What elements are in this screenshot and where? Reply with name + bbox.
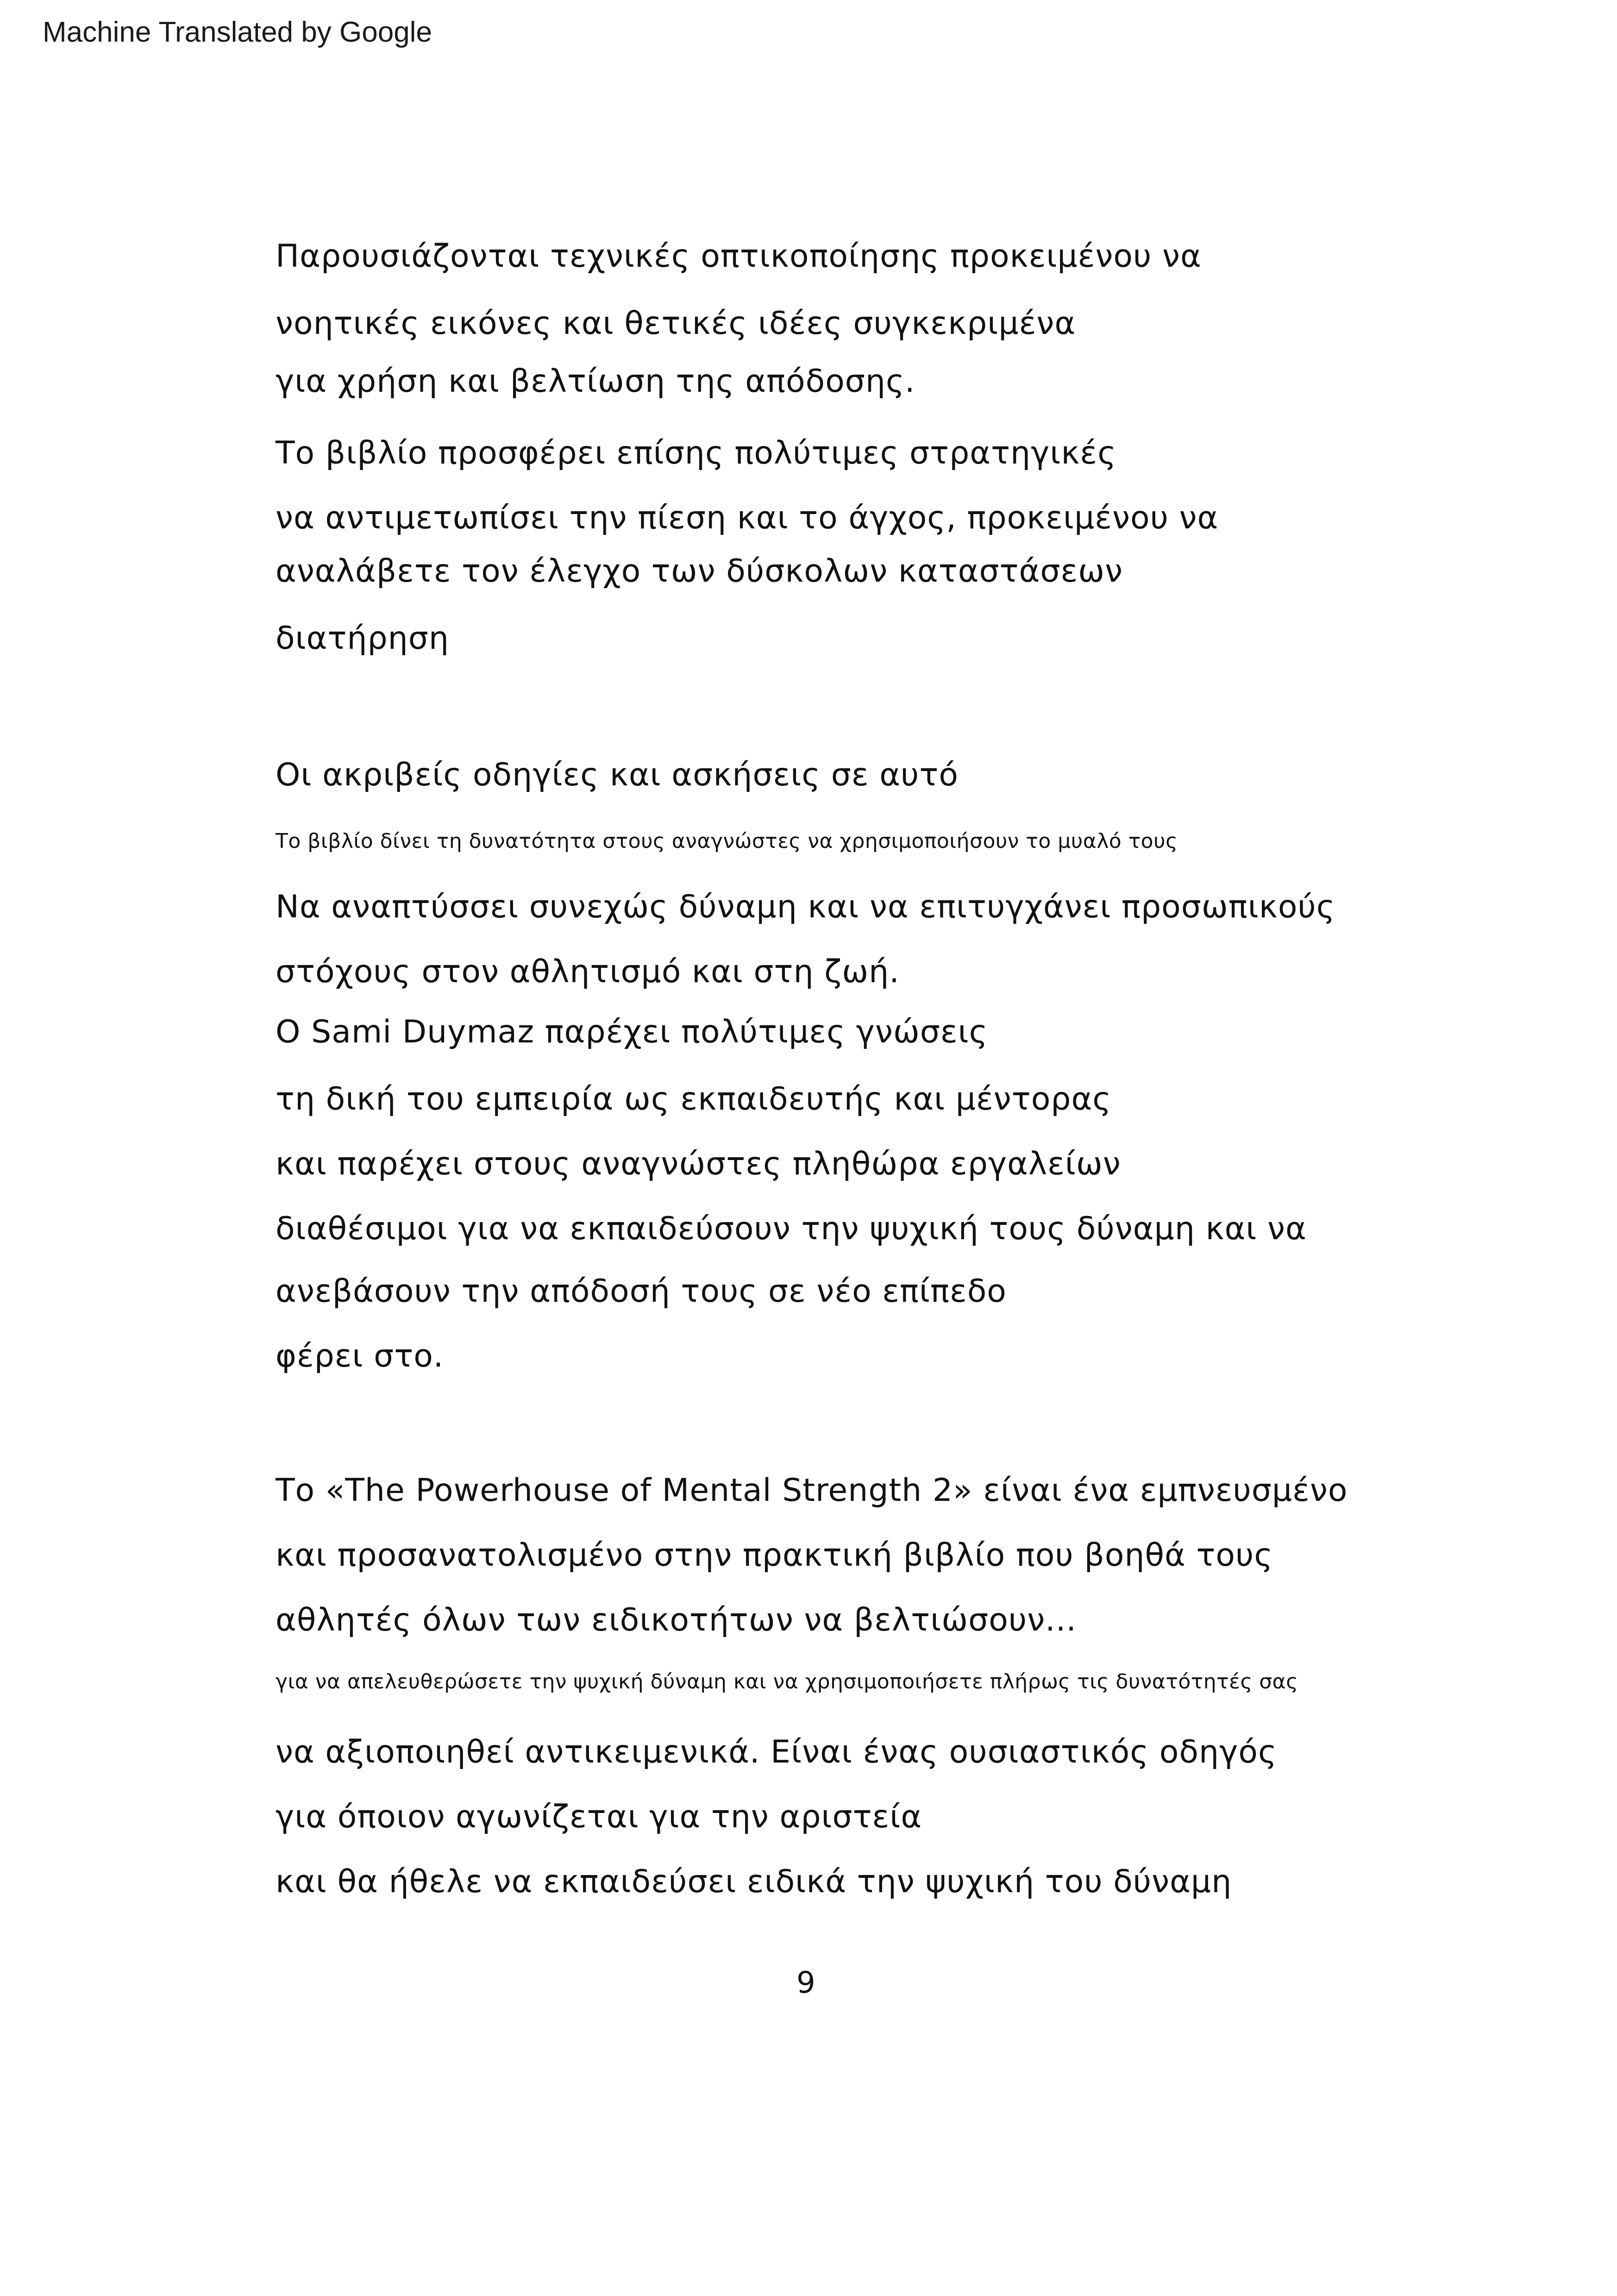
paragraph-2-line-3: αναλάβετε τον έλεγχο των δύσκολων καταστάσεων (276, 553, 1123, 590)
paragraph-3-line-8: φέρει στο. (276, 1338, 444, 1374)
paragraph-4-line-2: και προσανατολισμένο στην πρακτική βιβλίο που βοηθά τους (276, 1537, 1273, 1574)
paragraph-3-heading: Οι ακριβείς οδηγίες και ασκήσεις σε αυτό (276, 757, 959, 793)
page-number: 9 (796, 1966, 815, 2000)
paragraph-3-line-5: και παρέχει στους αναγνώστες πληθώρα εργαλείων (276, 1146, 1121, 1182)
paragraph-1-line-3: για χρήση και βελτίωση της απόδοσης. (276, 363, 915, 400)
paragraph-4-line-5: για όποιον αγωνίζεται για την αριστεία (276, 1799, 922, 1835)
paragraph-4-small-line: για να απελευθερώσετε την ψυχική δύναμη και να χρησιμοποιήσετε πλήρως τις δυνατότητές σας (276, 1670, 1298, 1694)
paragraph-2-line-2: να αντιμετωπίσει την πίεση και το άγχος, προκειμένου να (276, 500, 1219, 536)
paragraph-3-small-line: Το βιβλίο δίνει τη δυνατότητα στους αναγνώστες να χρησιμοποιήσουν το μυαλό τους (276, 829, 1178, 853)
paragraph-4-line-4: να αξιοποιηθεί αντικειμενικά. Είναι ένας ουσιαστικός οδηγός (276, 1734, 1277, 1770)
paragraph-3-line-1: Να αναπτύσσει συνεχώς δύναμη και να επιτυγχάνει προσωπικούς (276, 889, 1335, 925)
paragraph-2-line-1: Το βιβλίο προσφέρει επίσης πολύτιμες στρατηγικές (276, 435, 1117, 471)
paragraph-3-line-4: τη δική του εμπειρία ως εκπαιδευτής και μέντορας (276, 1081, 1112, 1117)
machine-translation-notice: Machine Translated by Google (43, 16, 432, 48)
paragraph-1-line-2: νοητικές εικόνες και θετικές ιδέες συγκεκριμένα (276, 305, 1076, 342)
paragraph-3-line-3: Ο Sami Duymaz παρέχει πολύτιμες γνώσεις (276, 1014, 988, 1050)
paragraph-2-line-4: διατήρηση (276, 620, 449, 657)
paragraph-3-line-6: διαθέσιμοι για να εκπαιδεύσουν την ψυχική τους δύναμη και να (276, 1211, 1307, 1247)
paragraph-1-line-1: Παρουσιάζονται τεχνικές οπτικοποίησης προκειμένου να (276, 238, 1202, 275)
paragraph-3-line-7: ανεβάσουν την απόδοσή τους σε νέο επίπεδο (276, 1273, 1007, 1310)
paragraph-4-line-1: Το «The Powerhouse of Mental Strength 2» είναι ένα εμπνευσμένο (276, 1472, 1348, 1509)
paragraph-4-line-3: αθλητές όλων των ειδικοτήτων να βελτιώσουν... (276, 1602, 1077, 1638)
paragraph-4-line-6: και θα ήθελε να εκπαιδεύσει ειδικά την ψυχική του δύναμη (276, 1863, 1232, 1900)
paragraph-3-line-2: στόχους στον αθλητισμό και στη ζωή. (276, 954, 900, 990)
